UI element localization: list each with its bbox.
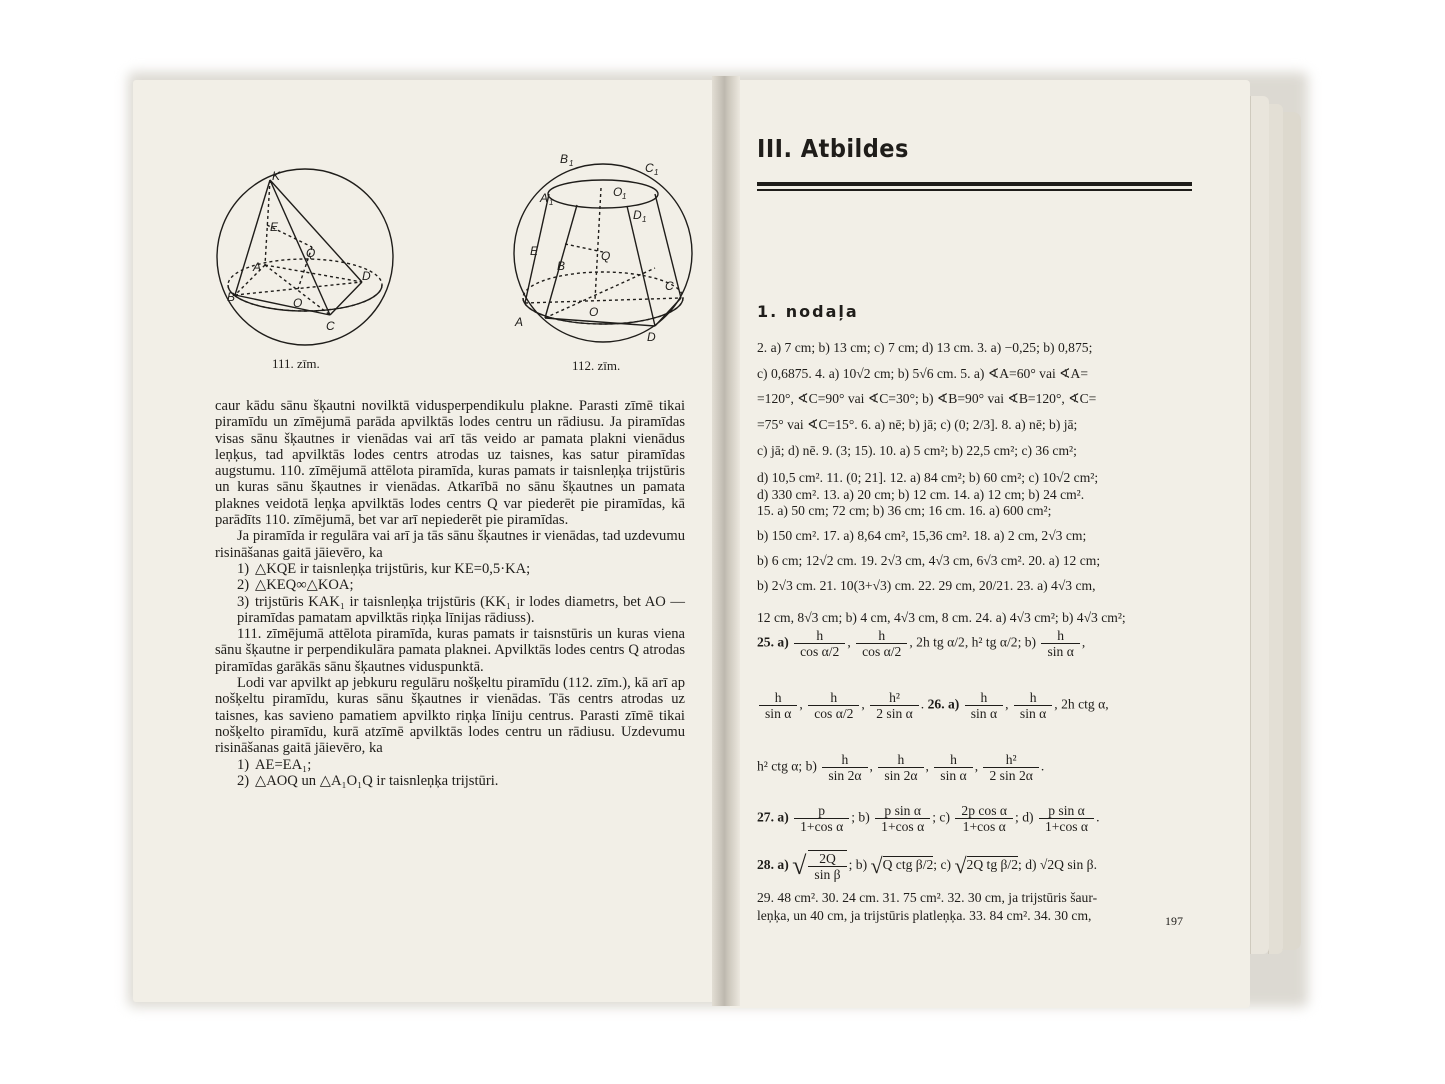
answer-line-28: 28. a) √ $\frac{2Q}{\text{sin β}}$ ; b) √Q ctg β/2; c) √2Q tg β/2; d) √2Q sin β. (757, 851, 1097, 882)
page-number: 197 (1165, 914, 1183, 928)
list-item: 2) △KEQ∞△KOA; (237, 577, 354, 594)
svg-text:A: A (540, 191, 549, 205)
svg-text:C: C (326, 319, 335, 333)
answer-line: b) 2√3 cm. 21. 10(3+√3) cm. 22. 29 cm, 20/21. 23. a) 4√3 cm, (757, 578, 1096, 593)
page-title: III. Atbildes (757, 134, 909, 163)
svg-text:Q: Q (306, 246, 316, 260)
page-edges (1282, 112, 1301, 950)
answer-line: d) 330 cm². 13. a) 20 cm; b) 12 cm. 14. a) 12 cm; b) 24 cm². (757, 487, 1085, 502)
svg-text:B: B (227, 290, 236, 304)
fraction: $\frac{h}{\text{sin α}}$ (934, 752, 972, 783)
paragraph: caur kādu sānu šķautni novilktā vidusperpendikulu plakne. Parasti zīmē tikai piramīdu un zīmējumā parāda apvilktās lodes centru un rādiusu. Ja piramīdas visas sānu šķautnes ir vienādas vai arī tās veido ar pamata plakni vienādus leņķus, tad apvilktās lodes centrs atrodas uz taisnes, kas satur piramīdas augstumu. 110. zīmējumā attēlota piramīda, kuras pamats ir taisnleņķa trijstūris un kuras sānu šķautnes ir vienādas. Atkarībā no sānu šķautnes un pamata plaknes veidotā leņķa apvilktās lodes centrs Q var piederēt pie piramīdas, kā parādīts 110. zīmējumā, bet var arī nepiederēt pie piramīdas. (215, 398, 685, 529)
page-edges (1268, 104, 1283, 954)
fraction: $\frac{\text{h²}}{\text{2 sin α}}$ (870, 690, 919, 721)
svg-text:Q: Q (601, 249, 611, 263)
svg-text:1: 1 (549, 198, 554, 207)
svg-text:O: O (293, 296, 303, 310)
svg-text:C: C (665, 279, 674, 293)
svg-text:D: D (647, 330, 656, 344)
answer-line: 12 cm, 8√3 cm; b) 4 cm, 4√3 cm, 8 cm. 24. a) 4√3 cm²; b) 4√3 cm²; (757, 610, 1126, 625)
svg-text:O: O (589, 305, 599, 319)
fraction: $\frac{h}{\sin 2\alpha}$ (878, 752, 923, 783)
fraction: $\frac{h}{\text{cos α/2}}$ (856, 628, 907, 659)
svg-text:C: C (645, 161, 654, 175)
figure-111-caption: 111. zīm. (272, 356, 320, 371)
svg-text:B: B (560, 152, 569, 166)
svg-text:E: E (530, 244, 539, 258)
divider (757, 182, 1192, 186)
fraction: $\frac{h}{\text{sin α}}$ (759, 690, 797, 721)
paragraph: Ja piramīda ir regulāra vai arī ja tās sānu šķautnes ir vienādas, tad uzdevumu risināšanas gaitā jāievēro, ka (215, 528, 685, 561)
answer-line: =75° vai ∢C=15°. 6. a) nē; b) jā; c) (0; 2/3]. 8. a) nē; b) jā; (757, 417, 1078, 432)
svg-text:E: E (270, 220, 279, 234)
answer-line-27: 27. a) $\frac{p}{\text{1+cos α}}$ ; b) $\frac{\text{p sin α}}{\text{1+cos α}}$ ; c) $\frac{\text{2p cos α}}{\text{1+cos α}}$ ; d) $\frac{\text{p sin α}}{\text{1+cos α}}$ . (757, 803, 1100, 834)
svg-text:1: 1 (622, 192, 627, 201)
answer-line: 15. a) 50 cm; 72 cm; b) 36 cm; 16 cm. 16. a) 600 cm²; (757, 503, 1052, 518)
svg-text:1: 1 (642, 215, 647, 224)
fraction: $\frac{\text{p sin α}}{\text{1+cos α}}$ (1039, 803, 1094, 834)
answer-line-26: $\frac{h}{\text{sin α}}$ , $\frac{h}{\text{cos α/2}}$ , $\frac{\text{h²}}{\text{2 sin α}}$ . 26. a) $\frac{h}{\text{sin α}}$ , $\frac{h}{\text{sin α}}$ , 2h ctg α, (757, 690, 1192, 721)
fraction: $\frac{h}{\text{sin α}}$ (1014, 690, 1052, 721)
figure-112 (505, 148, 695, 348)
section-heading: 1. nodaļa (757, 302, 859, 321)
svg-text:A: A (515, 315, 524, 329)
fraction: $\frac{p}{\text{1+cos α}}$ (794, 803, 849, 834)
paragraph: 111. zīmējumā attēlota piramīda, kuras pamats ir taisnstūris un kuras viena sānu šķautne ir perpendikulāra pamata plaknei. Apvilktās lodes centrs Q atrodas piramīdas garākās sānu šķautnes viduspunktā. (215, 626, 685, 675)
paragraph: Lodi var apvilkt ap jebkuru regulāru nošķeltu piramīdu (112. zīm.), kā arī ap nošķeltu piramīdu, kuras sānu šķautnes ir vienādas. Tās centrs atrodas uz taisnes, kas savieno pamatiem apvilkto riņķa līniju centrus. Parasti zīmē tikai nošķelto piramīdu, kurā atzīmē apvilktās lodes centru un rādiusu. Uzdevumu risināšanas gaitā jāievēro, ka (215, 675, 685, 757)
answer-line-26b: h² ctg α; b) $\frac{h}{\sin 2\alpha}$ , $\frac{h}{\sin 2\alpha}$ , $\frac{h}{\text{sin α}}$ , $\frac{\text{h²}}{2 \sin 2\alpha}$ . (757, 752, 1045, 783)
book-gutter (712, 76, 740, 1006)
figure-112-caption: 112. zīm. (572, 358, 621, 373)
list-item: 3) trijstūris KAK₁ ir taisnleņķa trijstūris (KK₁ ir lodes diametrs, bet AO — piramīdas pamatam apvilktās riņķa līnijas rādiuss). (237, 593, 685, 626)
answer-line: d) 10,5 cm². 11. (0; 21]. 12. a) 84 cm²; b) 60 cm²; c) 10√2 cm²; (757, 470, 1099, 485)
answer-line: 2. a) 7 cm; b) 13 cm; c) 7 cm; d) 13 cm. 3. a) −0,25; b) 0,875; (757, 340, 1093, 355)
svg-text:1: 1 (654, 168, 659, 177)
fraction: $\frac{h}{\text{cos α/2}}$ (808, 690, 859, 721)
answer-line: 29. 48 cm². 30. 24 cm. 31. 75 cm². 32. 30 cm, ja trijstūris šaur- (757, 890, 1098, 905)
svg-text:B: B (557, 259, 566, 273)
fraction: $\frac{h}{\sin 2\alpha}$ (822, 752, 867, 783)
svg-text:D: D (633, 208, 642, 222)
page-edges (1250, 96, 1269, 954)
svg-text:O: O (613, 185, 623, 199)
fraction: $\frac{h}{\text{sin α}}$ (965, 690, 1003, 721)
answer-line: =120°, ∢C=90° vai ∢C=30°; b) ∢B=90° vai ∢B=120°, ∢C= (757, 391, 1097, 406)
answer-line: c) 0,6875. 4. a) 10√2 cm; b) 5√6 cm. 5. a) ∢A=60° vai ∢A= (757, 366, 1089, 381)
answer-line-25: 25. a) $\frac{h}{\text{cos α/2}}$ , $\frac{h}{\text{cos α/2}}$ , 2h tg α/2, h² tg α/2; b) $\frac{h}{\text{sin α}}$ , (757, 628, 1086, 659)
fraction: $\frac{2Q}{\text{sin β}}$ (808, 850, 846, 882)
answer-line: b) 6 cm; 12√2 cm. 19. 2√3 cm, 4√3 cm, 6√3 cm². 20. a) 12 cm; (757, 553, 1101, 568)
list-item: 1) AE=EA₁; (237, 756, 312, 773)
fraction: $\frac{h}{\text{sin α}}$ (1041, 628, 1079, 659)
answer-line: leņķa, un 40 cm, ja trijstūris platleņķa. 33. 84 cm². 34. 30 cm, (757, 908, 1092, 923)
list-item: 1) △KQE ir taisnleņķa trijstūris, kur KE=0,5·KA; (237, 560, 531, 577)
list-item: 2) △AOQ un △A₁O₁Q ir taisnleņķa trijstūri. (237, 772, 499, 789)
answer-line: c) jā; d) nē. 9. (3; 15). 10. a) 5 cm²; b) 22,5 cm²; c) 36 cm²; (757, 443, 1077, 458)
fraction: $\frac{\text{2p cos α}}{\text{1+cos α}}$ (955, 803, 1013, 834)
left-page-body (215, 398, 685, 789)
svg-text:1: 1 (569, 159, 574, 168)
fraction: $\frac{\text{h²}}{2 \sin 2\alpha}$ (983, 752, 1038, 783)
svg-text:K: K (272, 169, 281, 183)
fraction: $\frac{h}{\text{cos α/2}}$ (794, 628, 845, 659)
divider (757, 189, 1192, 191)
svg-text:A: A (253, 260, 262, 274)
figure-111 (210, 165, 400, 355)
fraction: $\frac{\text{p sin α}}{\text{1+cos α}}$ (875, 803, 930, 834)
answer-line: b) 150 cm². 17. a) 8,64 cm², 15,36 cm². 18. a) 2 cm, 2√3 cm; (757, 528, 1087, 543)
svg-text:D: D (362, 269, 371, 283)
